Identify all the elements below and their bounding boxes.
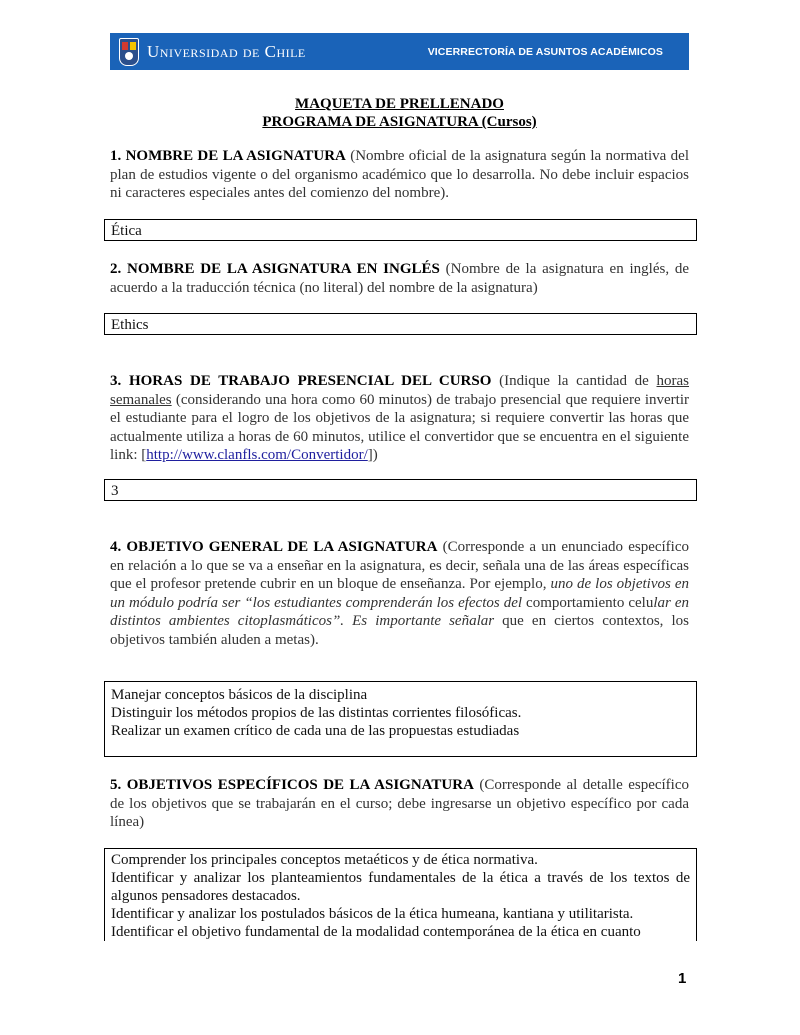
section-2-text	[110, 260, 689, 297]
section-2-heading: 2. NOMBRE DE LA ASIGNATURA EN INGLÉS	[110, 261, 440, 277]
weekly-hours-value: 3	[111, 483, 119, 499]
section-1-heading: 1. NOMBRE DE LA ASIGNATURA	[110, 148, 346, 164]
section-1-text	[110, 147, 689, 203]
doc-title-line2: PROGRAMA DE ASIGNATURA (Cursos)	[262, 114, 537, 130]
english-name-value: Ethics	[111, 317, 149, 333]
university-name: Universidad de Chile	[147, 41, 306, 61]
page-number: 1	[678, 970, 687, 987]
general-objective-field[interactable]	[104, 681, 697, 757]
section-4-heading: 4. OBJETIVO GENERAL DE LA ASIGNATURA	[110, 539, 438, 555]
header-banner	[110, 33, 689, 70]
section-3-heading: 3. HORAS DE TRABAJO PRESENCIAL DEL CURSO	[110, 373, 492, 389]
section-3-desc-b: (considerando una hora como 60 minutos) de trabajo presencial que requiere invertir el estudiante para el logro de los objetivos de la asignatura; si requiere convertir las horas que actualmente utiliza a horas de 60 minutos, utilice el convertidor que se encuentra en el siguiente link: [	[110, 391, 689, 463]
specific-objective-line: Identificar el objetivo fundamental de la modalidad contemporánea de la ética en cuanto	[111, 924, 641, 940]
section-2-description: (Nombre de la asignatura en inglés, de acuerdo a la traducción técnica (no literal) del nombre de la asignatura)	[110, 261, 690, 296]
general-objective-line: Realizar un examen crítico de cada una de las propuestas estudiadas	[111, 723, 520, 739]
english-name-field[interactable]	[104, 313, 697, 335]
specific-objective-line: Comprender los principales conceptos metaéticos y de ética normativa.	[111, 852, 538, 868]
university-crest-icon	[119, 38, 139, 66]
specific-objective-line: Identificar y analizar los planteamientos fundamentales de la ética a través de los textos de algunos pensadores destacados.	[111, 870, 690, 904]
general-objective-line: Distinguir los métodos propios de las distintas corrientes filosóficas.	[111, 705, 522, 721]
section-3-desc-a: (Indique la cantidad de	[491, 373, 657, 389]
section-3-desc-c: ])	[367, 447, 378, 463]
section-1-description: (Nombre oficial de la asignatura según la normativa del plan de estudios vigente o del organismo académico que lo desarrolla. No debe incluir espacios ni caracteres especiales antes del comienzo del nombre).	[110, 148, 689, 201]
converter-link[interactable]: http://www.clanfls.com/Convertidor/	[146, 447, 368, 463]
section-4-example-italic-1: uno de los objetivos en un módulo podría ser “los estudiantes comprenderán los efectos del	[110, 576, 689, 611]
course-name-field[interactable]	[104, 219, 697, 241]
office-name: VICERRECTORÍA DE ASUNTOS ACADÉMICOS	[427, 45, 663, 58]
course-name-value: Ética	[111, 223, 142, 239]
section-3-text	[110, 372, 689, 465]
general-objective-line: Manejar conceptos básicos de la disciplina	[111, 687, 368, 703]
section-5-text	[110, 776, 689, 832]
section-4-desc-b: que en ciertos contextos, los objetivos también aluden a metas).	[110, 613, 690, 648]
section-4-example-italic-2: lar en distintos ambientes citoplasmáticos”. Es importante señalar	[110, 594, 689, 629]
section-4-desc-mid: comportamiento celu	[522, 594, 654, 611]
doc-title-line1: MAQUETA DE PRELLENADO	[295, 96, 504, 112]
section-5-heading: 5. OBJETIVOS ESPECÍFICOS DE LA ASIGNATURA	[110, 777, 474, 793]
specific-objectives-field[interactable]	[104, 848, 697, 941]
section-4-text	[110, 538, 689, 649]
section-4-desc-a: (Corresponde a un enunciado específico en relación a lo que se va a enseñar en la asignatura, es decir, señala una de las áreas específicas que el profesor pretende cubrir en un bloque de enseñanza. Por ejemplo,	[110, 539, 689, 592]
section-5-description: (Corresponde al detalle específico de los objetivos que se trabajarán en el curso; debe ingresarse un objetivo específico por cada línea)	[110, 777, 689, 830]
weekly-hours-emphasis: horas semanales	[110, 373, 689, 408]
weekly-hours-field[interactable]	[104, 479, 697, 501]
specific-objective-line: Identificar y analizar los postulados básicos de la ética humeana, kantiana y utilitarista.	[111, 906, 634, 922]
